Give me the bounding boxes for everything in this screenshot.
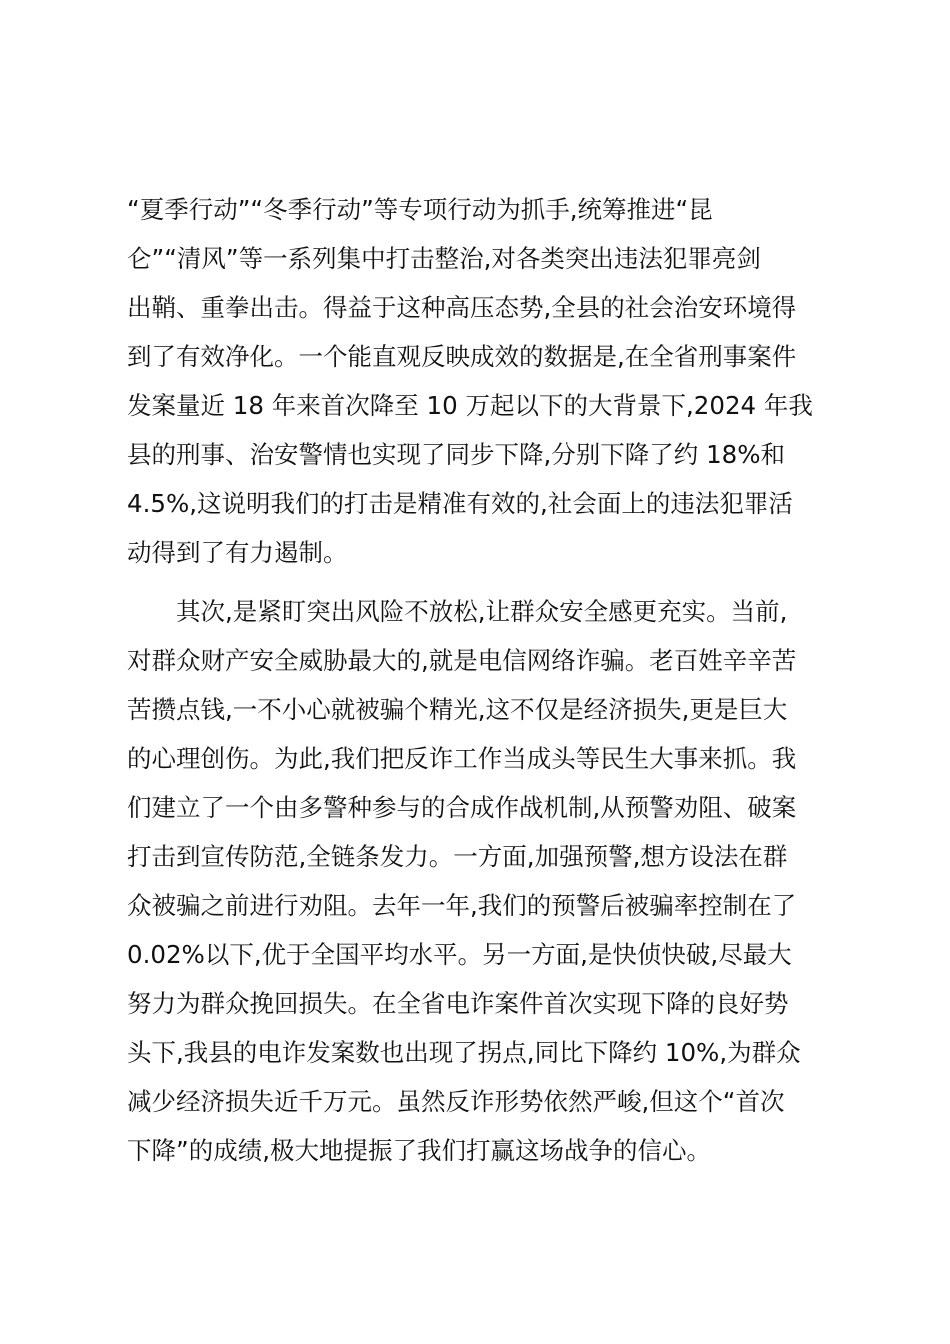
text-line: 对群众财产安全威胁最大的,就是电信网络诈骗。老百姓辛辛苦 — [127, 646, 797, 675]
text-line: 头下,我县的电诈发案数也出现了拐点,同比下降约 10%,为群众 — [127, 1038, 801, 1067]
text-line: 出鞘、重拳出击。得益于这种高压态势,全县的社会治安环境得 — [127, 293, 797, 322]
text-line: 4.5%,这说明我们的打击是精准有效的,社会面上的违法犯罪活 — [127, 489, 793, 518]
text-line: 到了有效净化。一个能直观反映成效的数据是,在全省刑事案件 — [127, 342, 797, 371]
text-line: 苦攒点钱,一不小心就被骗个精光,这不仅是经济损失,更是巨大 — [127, 695, 788, 724]
text-line: 动得到了有力遏制。 — [127, 538, 348, 567]
text-line: 努力为群众挽回损失。在全省电诈案件首次实现下降的良好势 — [127, 989, 789, 1018]
text-line: 县的刑事、治安警情也实现了同步下降,分别下降了约 18%和 — [127, 440, 786, 469]
paragraph-spacer — [127, 577, 847, 587]
text-line: 0.02%以下,优于全国平均水平。另一方面,是快侦快破,尽最大 — [127, 940, 792, 969]
paragraph-2 — [127, 587, 847, 1175]
paragraph-1 — [127, 185, 847, 577]
text-line: 其次,是紧盯突出风险不放松,让群众安全感更充实。当前, — [127, 597, 788, 626]
text-line: 打击到宣传防范,全链条发力。一方面,加强预警,想方设法在群 — [127, 842, 788, 871]
text-line: 下降”的成绩,极大地提振了我们打赢这场战争的信心。 — [127, 1136, 711, 1165]
text-line: 众被骗之前进行劝阻。去年一年,我们的预警后被骗率控制在了 — [127, 891, 797, 920]
text-line: “夏季行动”“冬季行动”等专项行动为抓手,统筹推进“昆 — [127, 195, 713, 224]
body-text — [127, 185, 847, 1175]
text-line: 减少经济损失近千万元。虽然反诈形势依然严峻,但这个“首次 — [127, 1087, 785, 1116]
text-line: 仑”“清风”等一系列集中打击整治,对各类突出违法犯罪亮剑 — [127, 244, 761, 273]
text-line: 发案量近 18 年来首次降至 10 万起以下的大背景下,2024 年我 — [127, 391, 813, 420]
text-line: 的心理创伤。为此,我们把反诈工作当成头等民生大事来抓。我 — [127, 744, 797, 773]
text-line: 们建立了一个由多警种参与的合成作战机制,从预警劝阻、破案 — [127, 793, 797, 822]
